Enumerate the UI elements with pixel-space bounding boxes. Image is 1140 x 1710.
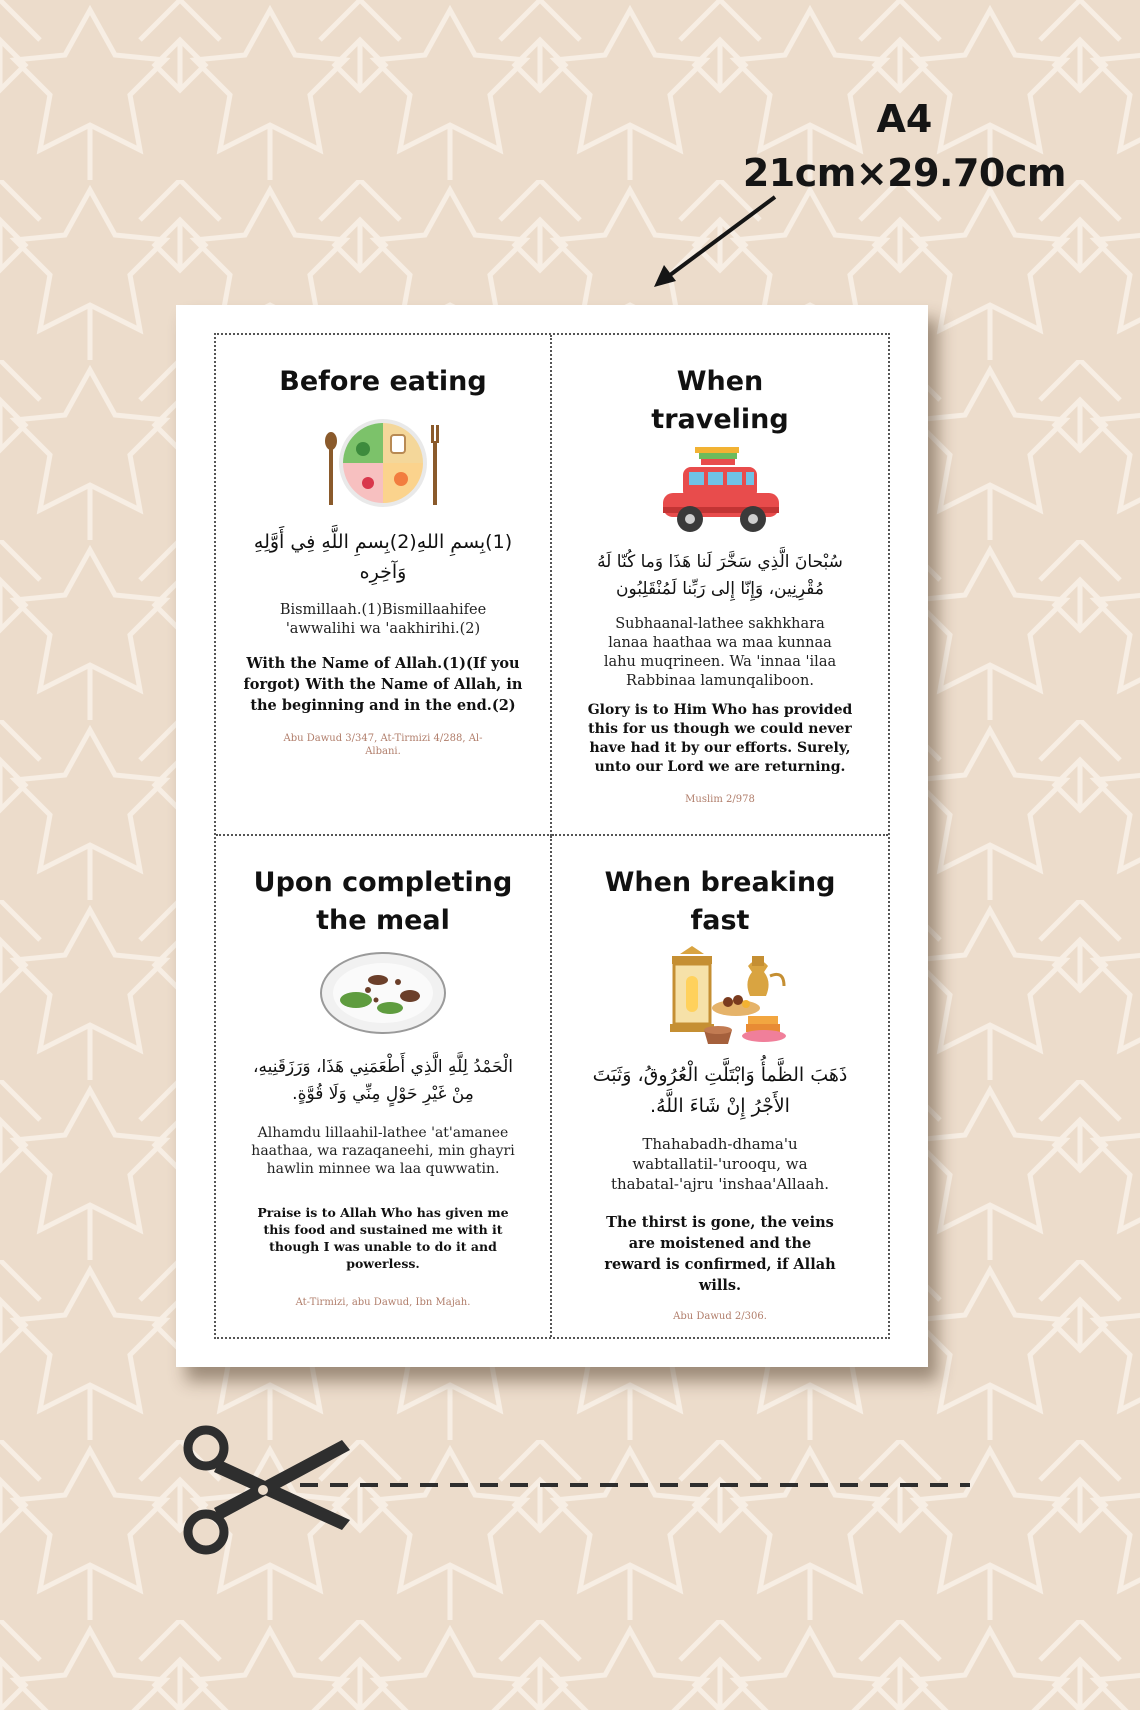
translation: Praise is to Allah Who has given me this food and sustained me with it though I was unable to do it and powerless. <box>257 1205 509 1271</box>
arabic-text: سُبْحانَ الَّذِي سَخَّرَ لَنا هَذَا وَما كُنّا لَهُ مُقْرِنِين، وَإِنّا إِلى رَبِّنا لَمُنْقَلِبُون <box>597 552 843 599</box>
translation: With the Name of Allah.(1)(If you forgot) With the Name of Allah, in the beginning and in the end.(2) <box>243 655 523 714</box>
arabic-text: الْحَمْدُ لِلَّهِ الَّذِي أَطْعَمَنِي هَذَا، وَرَزَقَنِيهِ، مِنْ غَيْرِ حَوْلٍ مِنِّي وَلَا قُوَّةٍ. <box>253 1057 513 1104</box>
lantern-dates-icon <box>652 946 788 1052</box>
transliteration: Alhamdu lillaahil-lathee 'at'amanee haathaa, wa razaqaneehi, min ghayri hawlin minnee wa laa quwwatin. <box>251 1125 515 1177</box>
paper-dimensions: 21cm×29.70cm <box>742 151 1066 195</box>
scissors-icon <box>180 1420 980 1560</box>
transliteration: Thahabadh-dhama'u wabtallatil-'urooqu, wa thabatal-'ajru 'inshaa'Allaah. <box>610 1135 830 1193</box>
transliteration: Subhaanal-lathee sakhkhara lanaa haathaa wa maa kunnaa lahu muqrineen. Wa 'innaa 'ilaa Rabbinaa lamunqaliboon. <box>603 616 837 689</box>
dua-card-when-traveling <box>552 335 888 836</box>
translation: The thirst is gone, the veins are moistened and the reward is confirmed, if Allah wills. <box>604 1214 836 1294</box>
dua-card-after-meal <box>216 836 552 1337</box>
translation: Glory is to Him Who has provided this for us though we could never have had it by our efforts. Surely, unto our Lord we are returning. <box>587 702 853 775</box>
printable-sheet <box>176 305 928 1367</box>
meal-plate-icon <box>323 411 443 515</box>
source-reference: At-Tirmizi, abu Dawud, Ibn Majah. <box>295 1297 471 1308</box>
arabic-text: ذَهَبَ الظَّمأُ وَابْتَلَّتِ الْعُرُوقُ، وَثَبَتَ الأَجْرُ إِنْ شَاءَ اللَّهُ. <box>592 1064 848 1117</box>
transliteration: Bismillaah.(1)Bismillaahifee 'awwalihi wa 'aakhirihi.(2) <box>279 602 487 637</box>
card-title: When breaking fast <box>604 867 836 936</box>
car-icon <box>655 445 785 537</box>
dua-card-breaking-fast <box>552 836 888 1337</box>
source-reference: Abu Dawud 3/347, At-Tirmizi 4/288, Al-Albani. <box>283 733 483 757</box>
paper-size-label <box>743 92 1066 200</box>
dua-card-before-eating <box>216 335 552 836</box>
arabic-text: (1)بِسمِ اللهِ(2)بِسمِ اللَّهِ فِي أَوَّلِهِ وَآخِرِه <box>253 531 513 583</box>
dua-card-grid <box>214 333 890 1339</box>
paper-format: A4 <box>876 97 933 141</box>
card-title: Upon completing the meal <box>253 867 513 936</box>
source-reference: Muslim 2/978 <box>685 794 755 805</box>
card-title: When traveling <box>651 366 789 435</box>
card-title: Before eating <box>279 366 487 397</box>
source-reference: Abu Dawud 2/306. <box>673 1311 767 1322</box>
arrow-icon <box>640 185 790 295</box>
empty-plate-icon <box>318 950 448 1036</box>
